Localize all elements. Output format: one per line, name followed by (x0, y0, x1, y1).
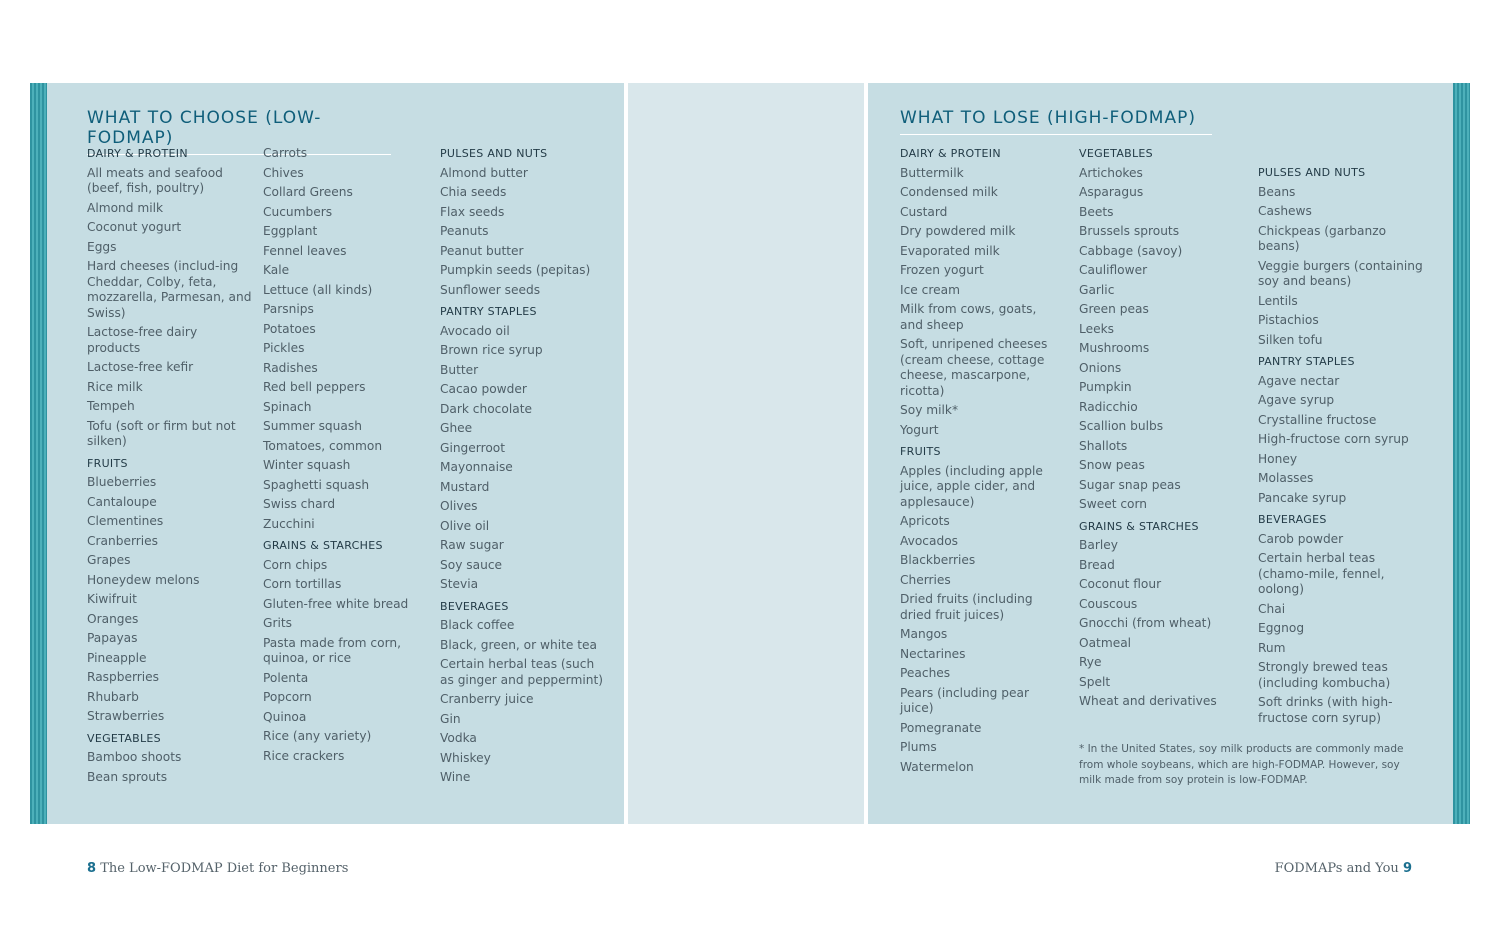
food-item: Fennel leaves (263, 243, 347, 258)
soy-milk-footnote: * In the United States, soy milk products are commonly made from whole soybeans, which are high-FODMAP. However, soy milk made from soy protein is low-FODMAP. (1079, 743, 1404, 786)
food-item: Quinoa (263, 709, 307, 724)
food-item: Nectarines (900, 646, 966, 661)
food-item: Carob powder (1258, 531, 1344, 546)
food-item: Almond butter (440, 165, 528, 180)
section-title: VEGETABLES (1079, 147, 1153, 160)
food-item: Certain herbal teas (chamo-mile, fennel, oolong) (1258, 551, 1385, 596)
food-item: Swiss chard (263, 497, 336, 511)
page-gutter (628, 83, 864, 824)
food-item: Ice cream (900, 282, 960, 297)
food-item: Plums (900, 740, 937, 754)
food-item: Evaporated milk (900, 243, 1000, 258)
right-column-3 (1258, 165, 1428, 730)
food-item: Shallots (1079, 438, 1128, 453)
left-folio (87, 861, 348, 876)
food-item: Collard Greens (263, 185, 353, 199)
food-item: Winter squash (263, 458, 351, 472)
food-item: Chia seeds (440, 185, 507, 199)
food-item: Chickpeas (garbanzo beans) (1258, 223, 1387, 253)
food-item: Cabbage (savoy) (1079, 243, 1183, 258)
food-item: Avocado oil (440, 323, 510, 338)
section-title: PULSES AND NUTS (440, 147, 548, 160)
food-item: Lettuce (all kinds) (263, 282, 373, 297)
food-item: Pineapple (87, 650, 147, 665)
food-item: Vodka (440, 731, 477, 745)
food-item: Apricots (900, 514, 950, 528)
food-item: Rhubarb (87, 689, 139, 704)
food-item: Pears (including pear juice) (900, 685, 1029, 715)
food-item: Almond milk (87, 200, 164, 215)
food-item: Pistachios (1258, 313, 1319, 327)
food-item: High-fructose corn syrup (1258, 432, 1409, 446)
food-item: Soy milk* (900, 403, 959, 417)
food-item: Avocados (900, 533, 959, 548)
left-column-1 (87, 146, 252, 789)
food-item: Certain herbal teas (such as ginger and peppermint) (440, 657, 603, 687)
food-item: Spaghetti squash (263, 477, 370, 492)
food-item: Rice milk (87, 379, 143, 394)
food-item: Coconut flour (1079, 577, 1162, 591)
food-item: Scallion bulbs (1079, 419, 1164, 433)
food-item: Gin (440, 711, 461, 726)
food-item: Pancake syrup (1258, 490, 1347, 505)
section-title: GRAINS & STARCHES (1079, 519, 1199, 533)
left-heading: WHAT TO CHOOSE (LOW-FODMAP) (87, 108, 391, 155)
food-item: Milk from cows, goats, and sheep (900, 302, 1037, 332)
food-item: Bean sprouts (87, 769, 168, 784)
food-item: Ghee (440, 421, 473, 435)
food-item: Beets (1079, 204, 1114, 219)
food-item: Brussels sprouts (1079, 224, 1180, 238)
food-item: Agave syrup (1258, 393, 1335, 407)
food-item: Artichokes (1079, 165, 1143, 180)
food-item: Rice crackers (263, 748, 345, 763)
section-title: BEVERAGES (440, 599, 509, 613)
food-item: Oatmeal (1079, 635, 1132, 650)
food-item: Mayonnaise (440, 460, 513, 474)
food-item: Peanuts (440, 224, 489, 238)
food-item: Buttermilk (900, 165, 964, 180)
food-item: Yogurt (900, 422, 939, 437)
food-item: Soft drinks (with high-fructose corn syrup) (1258, 695, 1393, 725)
right-column-2 (1079, 146, 1244, 714)
food-item: Summer squash (263, 419, 362, 433)
food-item: Spelt (1079, 674, 1111, 689)
food-item: Crystalline fructose (1258, 412, 1377, 427)
food-item: Whiskey (440, 750, 491, 765)
food-item: Frozen yogurt (900, 263, 984, 277)
food-item: Blueberries (87, 475, 157, 489)
food-item: Garlic (1079, 282, 1115, 297)
food-item: Kale (263, 263, 290, 277)
right-page-spine-texture (1453, 83, 1470, 824)
food-item: Grits (263, 616, 292, 630)
food-item: Cranberry juice (440, 692, 534, 706)
food-item: Honey (1258, 451, 1298, 466)
food-item: Honeydew melons (87, 572, 200, 587)
food-item: Pumpkin (1079, 380, 1132, 394)
food-item: Couscous (1079, 596, 1138, 611)
food-item: Parsnips (263, 302, 314, 316)
food-item: Wheat and derivatives (1079, 694, 1217, 708)
right-running-title: FODMAPs and You (1274, 861, 1399, 876)
food-item: Bread (1079, 557, 1115, 572)
left-page-spine-texture (30, 83, 47, 824)
food-item: Gingerroot (440, 440, 506, 455)
food-item: Chai (1258, 601, 1286, 616)
food-item: Soft, unripened cheeses (cream cheese, cottage cheese, mascarpone, ricotta) (900, 337, 1048, 398)
right-heading: WHAT TO LOSE (HIGH-FODMAP) (900, 108, 1212, 135)
food-item: Mustard (440, 479, 490, 494)
food-item: Watermelon (900, 759, 974, 774)
food-item: Spinach (263, 399, 312, 414)
food-item: Popcorn (263, 690, 312, 704)
right-page-number: 9 (1402, 861, 1412, 876)
food-item: Oranges (87, 611, 139, 626)
food-item: Sugar snap peas (1079, 477, 1181, 492)
food-item: Carrots (263, 146, 308, 160)
food-item: Black coffee (440, 618, 515, 632)
food-item: Grapes (87, 553, 131, 567)
food-item: Pomegranate (900, 720, 982, 735)
food-item: Olives (440, 499, 478, 513)
food-item: Dry powdered milk (900, 224, 1016, 238)
food-item: Cucumbers (263, 204, 333, 219)
food-item: Cantaloupe (87, 494, 157, 509)
food-item: Leeks (1079, 321, 1114, 336)
section-title: DAIRY & PROTEIN (900, 147, 1001, 160)
food-item: Silken tofu (1258, 332, 1323, 347)
food-item: Agave nectar (1258, 373, 1340, 388)
food-item: Sweet corn (1079, 497, 1148, 511)
food-item: Pumpkin seeds (pepitas) (440, 263, 591, 277)
food-item: Rye (1079, 655, 1102, 669)
food-item: Zucchini (263, 516, 315, 531)
food-item: Cauliflower (1079, 263, 1148, 277)
food-item: Corn tortillas (263, 577, 342, 591)
food-item: Lactose-free kefir (87, 360, 194, 374)
food-item: Cherries (900, 572, 951, 587)
food-item: Raw sugar (440, 538, 504, 552)
food-item: Soy sauce (440, 557, 503, 572)
food-item: Custard (900, 204, 948, 219)
food-item: Dried fruits (including dried fruit juices) (900, 592, 1033, 622)
food-item: Gnocchi (from wheat) (1079, 616, 1212, 630)
food-item: Peanut butter (440, 243, 524, 258)
food-item: Kiwifruit (87, 592, 137, 606)
food-item: Bamboo shoots (87, 750, 182, 764)
food-item: Snow peas (1079, 458, 1145, 472)
food-item: Corn chips (263, 557, 328, 572)
food-item: Barley (1079, 538, 1118, 552)
food-item: Eggplant (263, 224, 318, 238)
food-item: Tempeh (87, 399, 135, 413)
food-item: Brown rice syrup (440, 343, 543, 357)
food-item: Rice (any variety) (263, 729, 372, 743)
food-item: Chives (263, 165, 304, 180)
right-column-1 (900, 146, 1060, 779)
food-item: Lactose-free dairy products (87, 325, 198, 355)
section-title: GRAINS & STARCHES (263, 539, 383, 552)
section-title: PANTRY STAPLES (1258, 355, 1355, 368)
food-item: Cashews (1258, 204, 1312, 218)
food-item: Pasta made from corn, quinoa, or rice (263, 635, 401, 665)
food-item: Onions (1079, 360, 1122, 375)
food-item: Mangos (900, 627, 948, 641)
food-item: Olive oil (440, 518, 490, 533)
food-item: Radicchio (1079, 399, 1138, 414)
food-item: Asparagus (1079, 185, 1144, 199)
food-item: Clementines (87, 514, 164, 528)
food-item: Lentils (1258, 293, 1298, 308)
food-item: Mushrooms (1079, 341, 1150, 355)
food-item: Molasses (1258, 471, 1314, 485)
food-item: Radishes (263, 360, 318, 375)
food-item: Rum (1258, 640, 1286, 655)
food-item: Stevia (440, 577, 479, 591)
food-item: All meats and seafood (beef, fish, poultry) (87, 165, 223, 195)
left-column-3 (440, 146, 605, 790)
section-title: FRUITS (900, 445, 941, 458)
section-title: VEGETABLES (87, 731, 161, 745)
food-item: Red bell peppers (263, 380, 366, 394)
section-title: BEVERAGES (1258, 513, 1327, 526)
food-item: Veggie burgers (containing soy and beans) (1258, 258, 1423, 288)
food-item: Raspberries (87, 670, 160, 684)
section-title: FRUITS (87, 456, 128, 470)
food-item: Butter (440, 362, 479, 377)
food-item: Polenta (263, 670, 309, 685)
food-item: Wine (440, 770, 471, 784)
food-item: Tomatoes, common (263, 438, 383, 453)
food-item: Black, green, or white tea (440, 637, 597, 652)
section-title: DAIRY & PROTEIN (87, 147, 188, 160)
food-item: Hard cheeses (includ-ing Cheddar, Colby, feta, mozzarella, Parmesan, and Swiss) (87, 259, 252, 320)
food-item: Pickles (263, 341, 305, 355)
food-item: Tofu (soft or firm but not silken) (87, 418, 236, 448)
left-page-number: 8 (87, 861, 97, 876)
food-item: Sunflower seeds (440, 282, 541, 297)
food-item: Beans (1258, 184, 1296, 199)
food-item: Peaches (900, 666, 951, 680)
food-item: Strongly brewed teas (including kombucha) (1258, 660, 1391, 690)
food-item: Strawberries (87, 709, 165, 723)
food-item: Condensed milk (900, 185, 998, 199)
food-item: Blackberries (900, 553, 976, 567)
section-title: PULSES AND NUTS (1258, 166, 1366, 179)
food-item: Dark chocolate (440, 401, 532, 416)
food-item: Coconut yogurt (87, 220, 182, 234)
food-item: Cacao powder (440, 382, 527, 396)
right-folio (1275, 861, 1412, 876)
food-item: Gluten-free white bread (263, 596, 409, 611)
left-running-title: The Low-FODMAP Diet for Beginners (100, 861, 349, 876)
food-item: Green peas (1079, 302, 1149, 316)
left-column-2 (263, 146, 428, 768)
food-item: Papayas (87, 631, 138, 645)
food-item: Eggs (87, 239, 117, 254)
food-item: Eggnog (1258, 621, 1305, 635)
section-title: PANTRY STAPLES (440, 305, 537, 318)
food-item: Flax seeds (440, 204, 505, 219)
food-item: Apples (including apple juice, apple cider, and applesauce) (900, 463, 1043, 509)
food-item: Potatoes (263, 321, 316, 336)
food-item: Cranberries (87, 533, 158, 548)
